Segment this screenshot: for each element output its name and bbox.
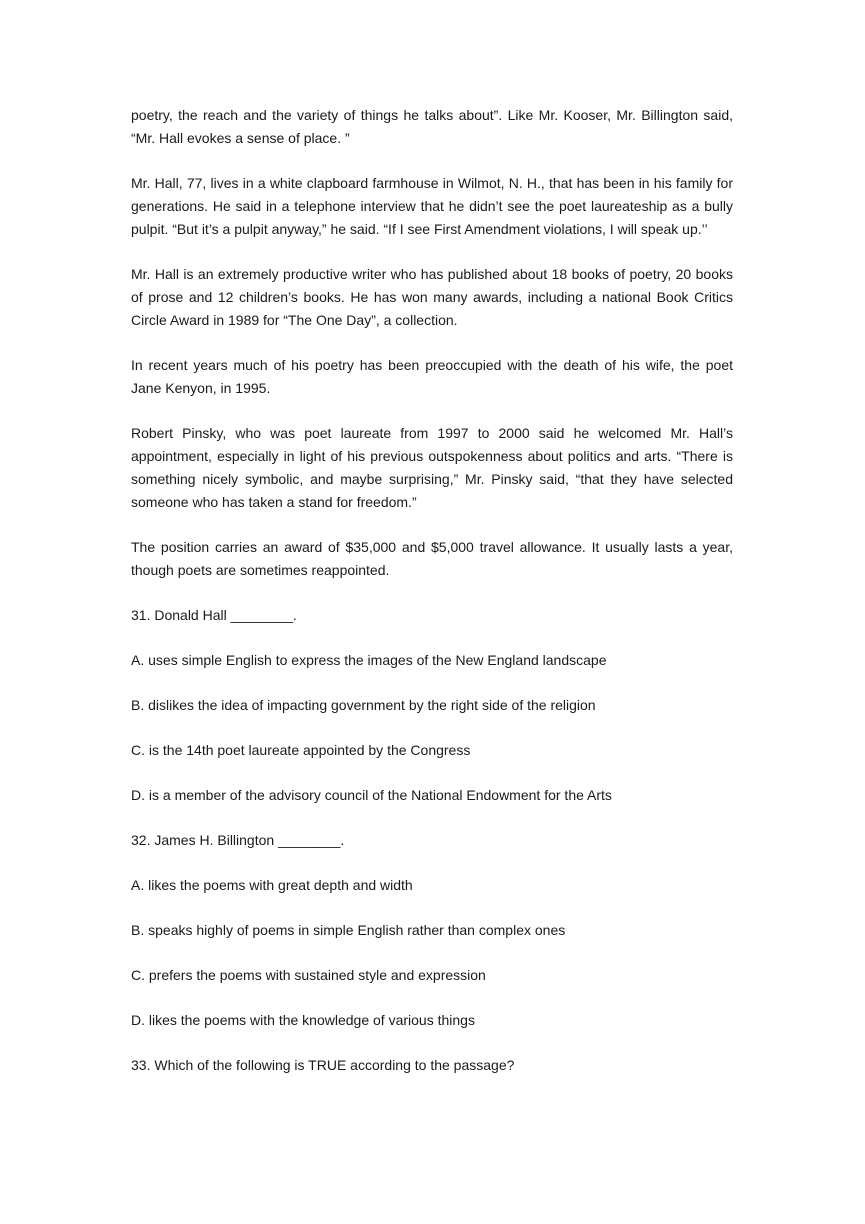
answer-option: C. is the 14th poet laureate appointed by the Congress [131, 742, 471, 758]
passage-paragraph: poetry, the reach and the variety of things he talks about”. Like Mr. Kooser, Mr. Billington said, “Mr. Hall evokes a sense of place. ” [131, 107, 733, 146]
passage-paragraph: Mr. Hall, 77, lives in a white clapboard farmhouse in Wilmot, N. H., that has been in his family for generations. He said in a telephone interview that he didn’t see the poet laureateship as a bully pulpit. “But it’s a pulpit anyway,” he said. “If I see First Amendment violations, I will speak up.’’ [131, 175, 733, 237]
answer-option: D. likes the poems with the knowledge of various things [131, 1012, 475, 1028]
question-stem: 32. James H. Billington ________. [131, 832, 345, 848]
question-stem: 33. Which of the following is TRUE according to the passage? [131, 1057, 515, 1073]
document-page [131, 104, 733, 1099]
question-stem: 31. Donald Hall ________. [131, 607, 297, 623]
answer-option: A. likes the poems with great depth and width [131, 877, 413, 893]
passage-paragraph: Robert Pinsky, who was poet laureate from 1997 to 2000 said he welcomed Mr. Hall’s appointment, especially in light of his previous outspokenness about politics and arts. “There is something nicely symbolic, and maybe surprising,” Mr. Pinsky said, “that they have selected someone who has taken a stand for freedom.” [131, 425, 733, 510]
passage-paragraph: Mr. Hall is an extremely productive writer who has published about 18 books of poetry, 20 books of prose and 12 children’s books. He has won many awards, including a national Book Critics Circle Award in 1989 for “The One Day”, a collection. [131, 266, 733, 328]
answer-option: A. uses simple English to express the images of the New England landscape [131, 652, 607, 668]
answer-option: C. prefers the poems with sustained style and expression [131, 967, 486, 983]
answer-option: B. dislikes the idea of impacting government by the right side of the religion [131, 697, 596, 713]
answer-option: B. speaks highly of poems in simple English rather than complex ones [131, 922, 566, 938]
passage-paragraph: The position carries an award of $35,000 and $5,000 travel allowance. It usually lasts a year, though poets are sometimes reappointed. [131, 539, 733, 578]
passage-paragraph: In recent years much of his poetry has been preoccupied with the death of his wife, the poet Jane Kenyon, in 1995. [131, 357, 733, 396]
answer-option: D. is a member of the advisory council of the National Endowment for the Arts [131, 787, 612, 803]
